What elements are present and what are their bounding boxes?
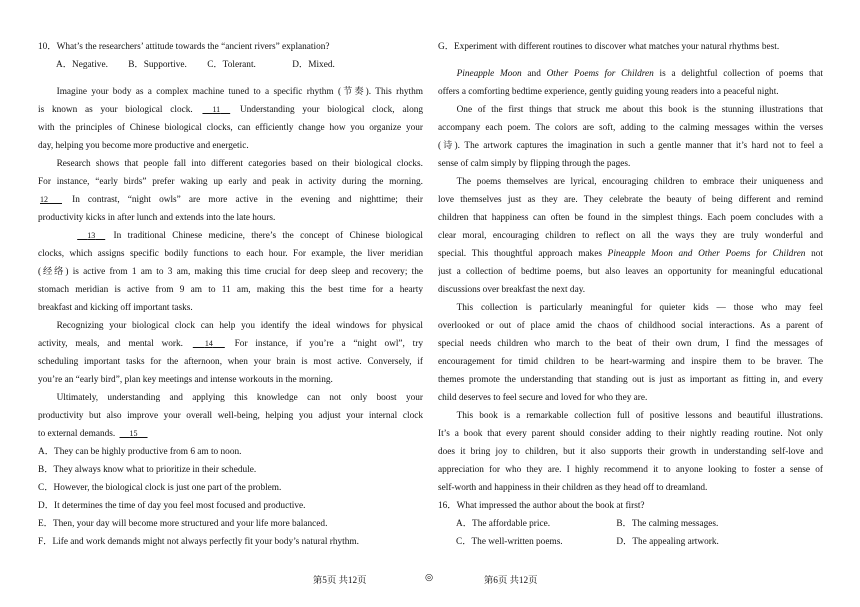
question-10-options — [38, 56, 423, 74]
q16-option-b: B．The calming messages. — [616, 519, 719, 529]
q16-option-a: A．The affordable price. — [456, 519, 551, 529]
choice-g: G．Experiment with different routines to discover what matches your natural rhythms best. — [438, 42, 780, 52]
choice-e: E．Then, your day will become more structured and your life more balanced. — [38, 519, 328, 529]
review-paragraph-3: The poems themselves are lyrical, encouraging children to embrace their uniqueness and love themselves just as they are. They celebrate the beauty of being different and remind children that happiness can often be found in the simplest things. Each poem concludes with a clear moral, encouraging children to reflect on all the ways they are truly wonderful and special. This thoughtful approach makes Pineapple Moon and Other Poems for Children not just a collection of bedtime poems, but also leaves an opportunity for meaningful educational discussions over breakfast the next day. — [438, 177, 823, 295]
passage-paragraph-5: Ultimately, understanding and applying this knowledge can not only boost your productivity but also improve your overall well-being, helping you adjust your internal clock to external demands. 15 — [38, 389, 423, 443]
review-paragraph-4: This collection is particularly meaningful for quieter kids — those who may feel overlooked or out of place amid the chaos of childhood social interactions. As a parent of special needs children who march to the beat of their own drum, I find the messages of encouragement for timid children to be heart-warming and inspire them to be braver. The themes promote the understanding that standing out is just as important as fitting in, and every child deserves to feel secure and loved for who they are. — [438, 303, 823, 403]
choice-d: D．It determines the time of day you feel most focused and productive. — [38, 501, 306, 511]
blank-15: 15 — [129, 429, 138, 438]
left-column — [38, 38, 423, 551]
passage-paragraph-1: Imagine your body as a complex machine tuned to a specific rhythm (节奏). This rhythm is known as your biological clock. 11 Understanding your biological clock, along with the principles of Chinese biological clocks, can efficiently change how you organize your day, helping you become more productive and energetic. — [38, 87, 423, 151]
q16-option-d: D．The appealing artwork. — [616, 537, 719, 547]
blank-14: 14 — [204, 339, 213, 348]
blank-12: 12 — [40, 195, 48, 204]
choice-a: A．They can be highly productive from 6 am to noon. — [38, 447, 242, 457]
q16-option-c: C．The well-written poems. — [456, 537, 563, 547]
answer-choices — [38, 443, 423, 551]
choice-f: F．Life and work demands might not always perfectly fit your body’s natural rhythm. — [38, 537, 359, 547]
review-paragraph-2: One of the first things that struck me about this book is the stunning illustrations that accompany each poem. The colors are soft, adding to the calming messages within the verses (诗). The artwork captures the imagination in such a gentle manner that it’s hard not to feel a sense of calm simply by flipping through the pages. — [438, 105, 823, 169]
q10-option-c: C．Tolerant. — [207, 60, 256, 70]
passage-paragraph-2: Research shows that people fall into different categories based on their biological clocks. For instance, “early birds” prefer waking up early and peak in activity during the morning. 12 In contrast, “night owls” are more active in the evening and nighttime; their productivity kicks in after lunch and extends into the late hours. — [38, 159, 423, 223]
passage-paragraph-3: 13 In traditional Chinese medicine, there’s the concept of Chinese biological clocks, which assigns specific bodily functions to each hour. For example, the liver meridian (经络) is active from 1 am to 3 am, making this time crucial for deep sleep and recovery; the stomach meridian is active from 9 am to 11 am, making this the best time for a hearty breakfast and kicking off important tasks. — [38, 227, 423, 317]
blank-11: 11 — [212, 105, 221, 114]
question-16-options-row-2 — [438, 533, 823, 551]
page-number-right: 第6页 共12页 — [484, 576, 538, 586]
page-number-left: 第5页 共12页 — [313, 576, 367, 586]
question-16-options-row-1 — [438, 515, 823, 533]
review-paragraph-5: This book is a remarkable collection full of positive lessons and beautiful illustrations. It’s a book that every parent should consider adding to their nightly reading routine. Not only does it bring joy to children, but it also supports their growth in understanding self-love and appreciation for who they are. I highly recommend it to anyone looking to foster a sense of self-worth and happiness in their children as they head off to dreamland. — [438, 411, 823, 493]
footer-mark: ◎ — [425, 573, 434, 583]
right-column — [438, 38, 823, 551]
choice-c: C．However, the biological clock is just one part of the problem. — [38, 483, 282, 493]
choice-b: B．They always know what to prioritize in their schedule. — [38, 465, 257, 475]
question-10-stem: 10．What’s the researchers’ attitude towards the “ancient rivers” explanation? — [38, 42, 330, 52]
q10-option-d: D．Mixed. — [292, 60, 335, 70]
passage-paragraph-4: Recognizing your biological clock can help you identify the ideal windows for physical activity, meals, and mental work. 14 For instance, if you’re a “night owl”, try scheduling important tasks for the afternoon, when your brain is most active. Conversely, if you’re an “early bird”, plan key meetings and intense workouts in the morning. — [38, 321, 423, 385]
q10-option-b: B．Supportive. — [128, 60, 187, 70]
review-intro: Pineapple Moon and Other Poems for Children is a delightful collection of poems that offers a comforting bedtime experience, gently guiding young readers into a peaceful night. — [438, 69, 823, 97]
q10-option-a: A．Negative. — [56, 60, 108, 70]
blank-13: 13 — [87, 231, 96, 240]
question-16-stem: 16．What impressed the author about the book at first? — [438, 501, 645, 511]
